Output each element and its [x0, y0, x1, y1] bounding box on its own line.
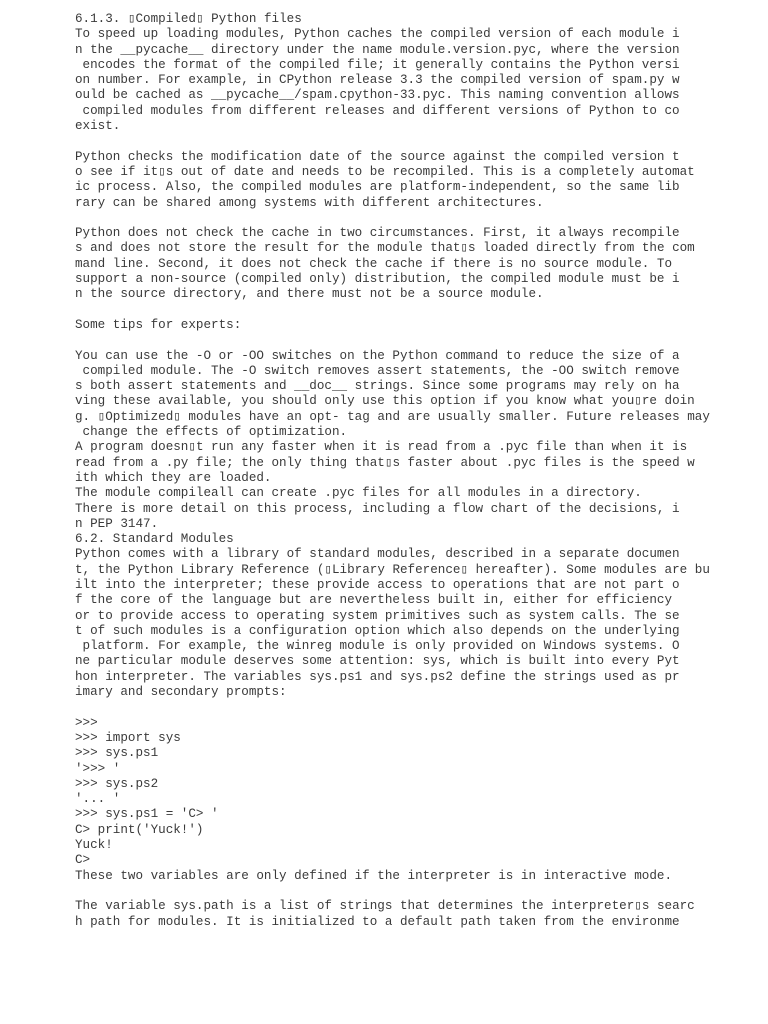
text-line: s both assert statements and __doc__ strings. Since some programs may rely on ha	[75, 379, 680, 394]
text-line: h path for modules. It is initialized to a default path taken from the environme	[75, 914, 680, 929]
text-line: ould be cached as __pycache__/spam.cpython-33.pyc. This naming convention allows	[75, 88, 680, 103]
text-line: n the source directory, and there must not be a source module.	[75, 287, 544, 302]
text-line: encodes the format of the compiled file; it generally contains the Python versi	[75, 57, 680, 72]
document-body	[0, 12, 768, 930]
text-line: compiled modules from different releases and different versions of Python to co	[75, 103, 680, 118]
text-line: ith which they are loaded.	[75, 470, 272, 485]
text-line: f the core of the language but are nevertheless built in, either for efficiency	[75, 593, 673, 608]
text-line: There is more detail on this process, including a flow chart of the decisions, i	[75, 501, 680, 516]
text-line: o see if it▯s out of date and needs to be recompiled. This is a completely automat	[75, 164, 695, 179]
text-line: hon interpreter. The variables sys.ps1 and sys.ps2 define the strings used as pr	[75, 669, 680, 684]
text-line: A program doesn▯t run any faster when it is read from a .pyc file than when it is	[75, 440, 688, 455]
text-line: 6.1.3. ▯Compiled▯ Python files	[75, 12, 302, 26]
text-line: s and does not store the result for the module that▯s loaded directly from the com	[75, 241, 695, 256]
text-line: Python checks the modification date of the source against the compiled version t	[75, 149, 680, 164]
text-line: change the effects of optimization.	[75, 425, 348, 440]
text-line: These two variables are only defined if the interpreter is in interactive mode.	[75, 868, 673, 883]
text-line	[0, 211, 768, 226]
text-line: The module compileall can create .pyc files for all modules in a directory.	[75, 486, 642, 501]
text-line: >>> sys.ps1 = 'C> '	[75, 807, 219, 822]
text-line: exist.	[75, 119, 121, 134]
text-line: rary can be shared among systems with different architectures.	[75, 195, 544, 210]
text-line: To speed up loading modules, Python caches the compiled version of each module i	[75, 27, 680, 42]
text-line: >>> sys.ps1	[75, 746, 159, 761]
text-line: n PEP 3147.	[75, 516, 159, 531]
text-line: compiled module. The -O switch removes assert statements, the -OO switch remove	[75, 363, 680, 378]
text-line: support a non-source (compiled only) distribution, the compiled module must be i	[75, 272, 680, 287]
text-line: n the __pycache__ directory under the name module.version.pyc, where the version	[75, 42, 680, 57]
text-line: >>> import sys	[75, 730, 181, 745]
text-line	[0, 884, 768, 899]
text-line: You can use the -O or -OO switches on the Python command to reduce the size of a	[75, 348, 680, 363]
text-line: ic process. Also, the compiled modules are platform-independent, so the same lib	[75, 180, 680, 195]
text-line: >>>	[75, 715, 98, 730]
text-line: ilt into the interpreter; these provide access to operations that are not part o	[75, 577, 680, 592]
text-line: The variable sys.path is a list of strings that determines the interpreter▯s searc	[75, 899, 695, 914]
text-line: read from a .py file; the only thing that▯s faster about .pyc files is the speed w	[75, 455, 695, 470]
text-line	[0, 333, 768, 348]
text-line: >>> sys.ps2	[75, 776, 159, 791]
text-line: mand line. Second, it does not check the cache if there is no source module. To	[75, 256, 673, 271]
text-line: ving these available, you should only use this option if you know what you▯re doin	[75, 394, 695, 409]
text-line: 6.2. Standard Modules	[75, 532, 234, 547]
text-line: on number. For example, in CPython release 3.3 the compiled version of spam.py w	[75, 73, 680, 88]
text-line: imary and secondary prompts:	[75, 685, 287, 700]
text-line: platform. For example, the winreg module is only provided on Windows systems. O	[75, 639, 680, 654]
text-line: Some tips for experts:	[75, 317, 242, 332]
text-line: Python does not check the cache in two circumstances. First, it always recompile	[75, 226, 680, 241]
text-line: Yuck!	[75, 838, 113, 853]
text-line	[0, 700, 768, 715]
text-line: g. ▯Optimized▯ modules have an opt- tag and are usually smaller. Future releases may	[75, 409, 710, 424]
text-line	[0, 134, 768, 149]
text-line: C> print('Yuck!')	[75, 822, 204, 837]
text-line: C>	[75, 853, 91, 868]
text-line: t, the Python Library Reference (▯Library Reference▯ hereafter). Some modules are bu	[75, 562, 710, 577]
text-line: or to provide access to operating system primitives such as system calls. The se	[75, 608, 680, 623]
text-line: ne particular module deserves some attention: sys, which is built into every Pyt	[75, 654, 680, 669]
text-line	[0, 303, 768, 318]
text-line: '>>> '	[75, 761, 121, 776]
text-line: '... '	[75, 792, 121, 807]
text-line: t of such modules is a configuration option which also depends on the underlying	[75, 623, 680, 638]
text-line: Python comes with a library of standard modules, described in a separate documen	[75, 547, 680, 562]
